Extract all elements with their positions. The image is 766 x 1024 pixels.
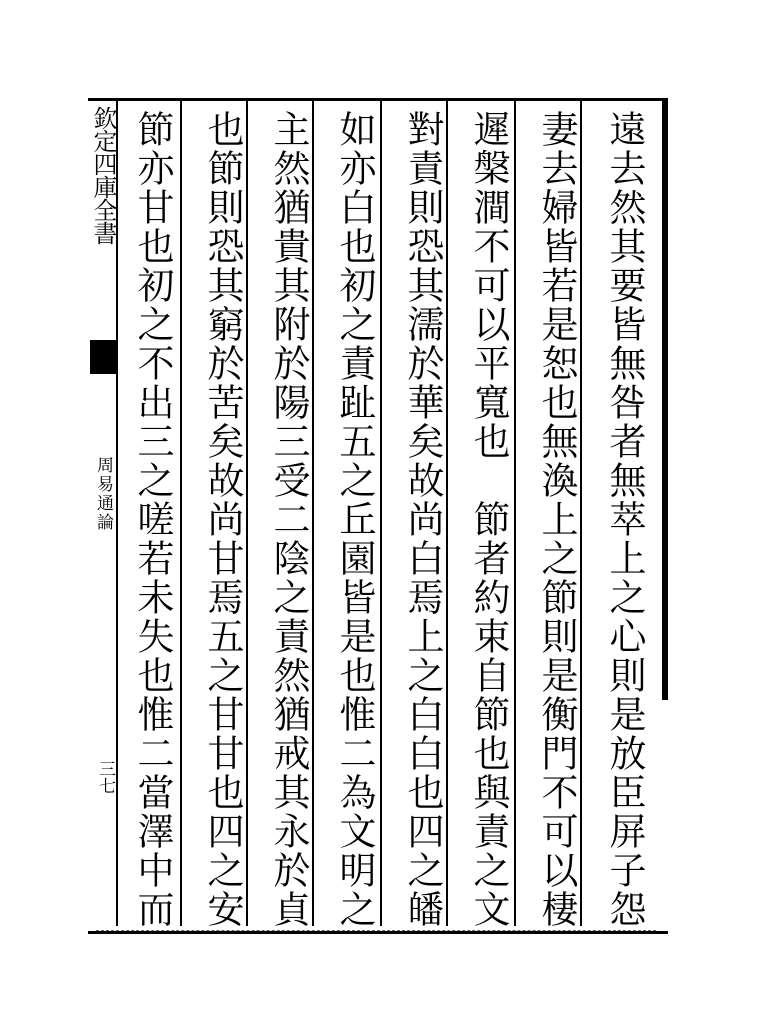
margin-page-number: 三七 (95, 760, 115, 794)
text-column-1: 遠去然其要皆無咎者無萃上之心則是放臣屏子怨 (603, 110, 646, 929)
text-column-6: 主然猶貴其附於陽三受二陰之責然猶戒其永於貞 (267, 110, 310, 929)
text-column-5: 如亦白也初之責趾五之丘園皆是也惟二為文明之 (333, 110, 376, 929)
margin-fishtail-block (90, 340, 116, 374)
text-column-3: 遲槃澗不可以平寬也 節者約束自節也與責之文 (467, 110, 510, 929)
margin-library-title: 欽定四庫全書 (89, 106, 117, 244)
column-rule (380, 100, 382, 926)
text-column-4: 對責則恐其濡於華矣故尚白焉上之白白也四之皤 (401, 110, 444, 929)
text-column-8: 節亦甘也初之不出三之嗟若未失也惟二當澤中而 (131, 110, 174, 929)
column-rule (514, 100, 516, 926)
text-column-2: 妻去婦皆若是恕也無渙上之節則是衡門不可以棲 (535, 110, 578, 929)
frame-right-edge (662, 100, 668, 700)
text-column-7: 也節則恐其窮於苦矣故尚甘焉五之甘甘也四之安 (201, 110, 244, 929)
margin-book-title: 周易通論 (93, 456, 113, 532)
column-rule (180, 100, 182, 926)
bottom-border-specks (96, 930, 656, 937)
